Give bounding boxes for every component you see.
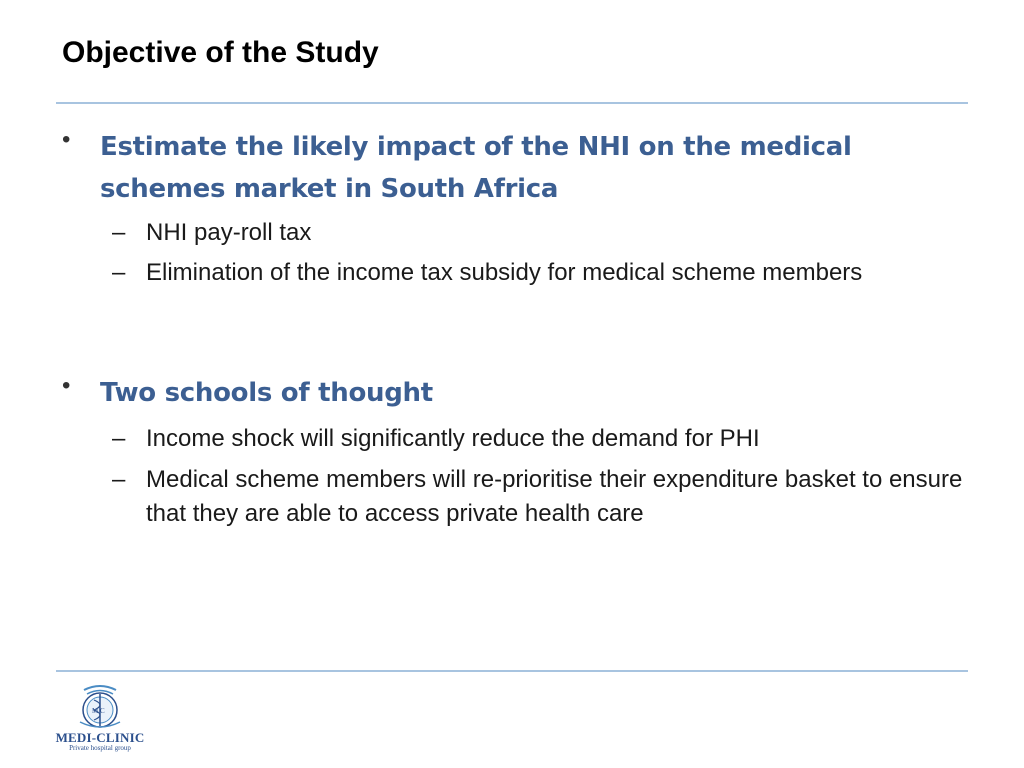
emblem-letters: M C: [92, 707, 105, 715]
logo-tagline: Private hospital group: [69, 744, 131, 752]
slide-title: Objective of the Study: [62, 36, 379, 69]
top-divider: [56, 102, 968, 104]
dash-icon: –: [112, 219, 126, 246]
bottom-divider: [56, 670, 968, 672]
sub-bullet-text: Elimination of the income tax subsidy for medical scheme members: [146, 259, 863, 286]
sub-bullet-text: Income shock will significantly reduce the demand for PHI: [146, 425, 760, 452]
dash-icon: –: [112, 425, 126, 452]
sub-bullet-text: Medical scheme members will re-prioritise their expenditure basket to ensure that they are able to access private health care: [146, 466, 963, 527]
bullet-heading: Estimate the likely impact of the NHI on the medical schemes market in South Africa: [100, 132, 852, 204]
medi-clinic-logo: [54, 680, 146, 752]
logo-name: MEDI-CLINIC: [55, 730, 145, 745]
bullet-heading: Two schools of thought: [100, 378, 433, 408]
dash-icon: –: [112, 259, 126, 286]
sub-bullet-text: NHI pay-roll tax: [146, 219, 312, 246]
bullet-dot-icon: •: [62, 372, 71, 399]
dash-icon: –: [112, 466, 126, 493]
bullet-dot-icon: •: [62, 126, 71, 153]
medi-clinic-emblem-icon: [54, 680, 146, 732]
